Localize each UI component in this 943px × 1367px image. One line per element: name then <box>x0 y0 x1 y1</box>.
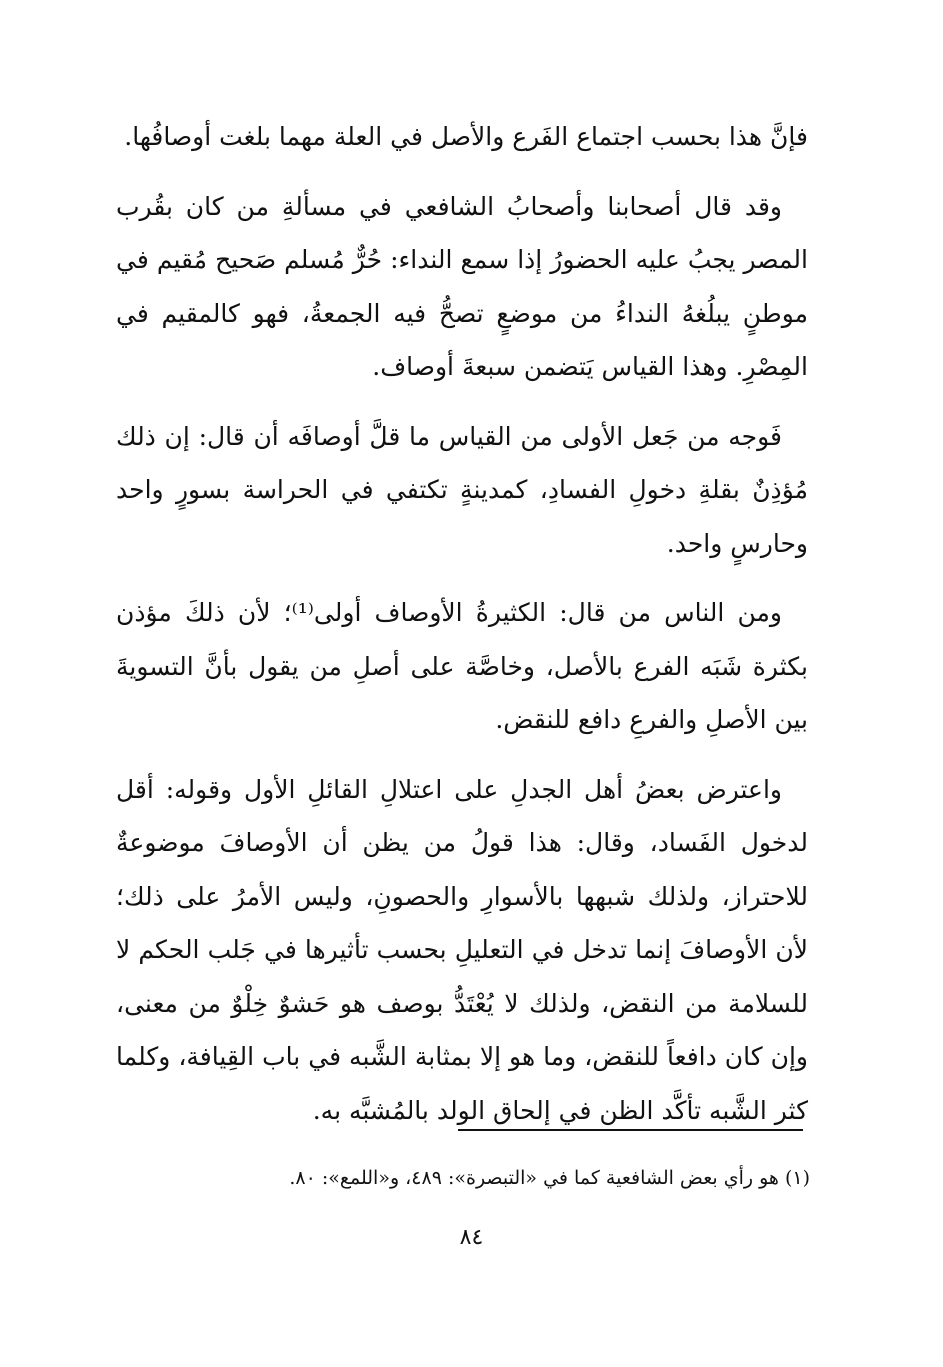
paragraph: ومن الناس من قال: الكثيرةُ الأوصاف أولى⁽¹⁾؛ لأن ذلكَ مؤذن بكثرة شَبَه الفرع بالأصل، وخاصَّة على أصلِ من يقول بأنَّ التسويةَ بين الأصلِ والفرعِ دافع للنقض. <box>116 598 808 734</box>
paragraph: وقد قال أصحابنا وأصحابُ الشافعي في مسألةِ من كان بقُرب المصر يجبُ عليه الحضورُ إذا سمع النداء: حُرٌّ مُسلم صَحيح مُقيم في موطنٍ يبلُغهُ النداءُ من موضعٍ تصحُّ فيه الجمعةُ، فهو كالمقيم في المِصْرِ. وهذا القياس يَتضمن سبعةَ أوصاف. <box>116 191 808 381</box>
footnote-separator <box>458 1129 803 1131</box>
paragraph: فَوجه من جَعل الأولى من القياس ما قلَّ أوصافَه أن قال: إن ذلك مُؤذِنٌ بقلةِ دخولِ الفسادِ، كمدينةٍ تكتفي في الحراسة بسورٍ واحد وحارسٍ واحد. <box>116 421 808 558</box>
paragraph: واعترض بعضُ أهل الجدلِ على اعتلالِ القائلِ الأول وقوله: أقل لدخول الفَساد، وقال: هذا قولُ من يظن أن الأوصافَ موضوعةٌ للاحتراز، ولذلك شبهها بالأسوارِ والحصونِ، وليس الأمرُ على ذلك؛ لأن الأوصافَ إنما تدخل في التعليلِ بحسب تأثيرها في جَلب الحكم لا للسلامة من النقض، ولذلك لا يُعْتَدُّ بوصف هو حَشوٌ خِلْوٌ من معنى، وإن كان دافعاً للنقض، وما هو إلا بمثابة الشَّبه في باب القِيافة، وكلما كثر الشَّبه تأكَّد الظن في إلحاق الولد بالمُشبَّه به. <box>116 774 808 1125</box>
paragraph: فإنَّ هذا بحسب اجتماع الفَرع والأصل في العلة مهما بلغت أوصافُها. <box>124 122 808 151</box>
page-number: ٨٤ <box>459 1225 484 1250</box>
main-text-block <box>116 110 808 1137</box>
footnote: (١) هو رأي بعض الشافعية كما في «التبصرة»: ٤٨٩، و«اللمع»: ٨٠. <box>289 1167 810 1189</box>
